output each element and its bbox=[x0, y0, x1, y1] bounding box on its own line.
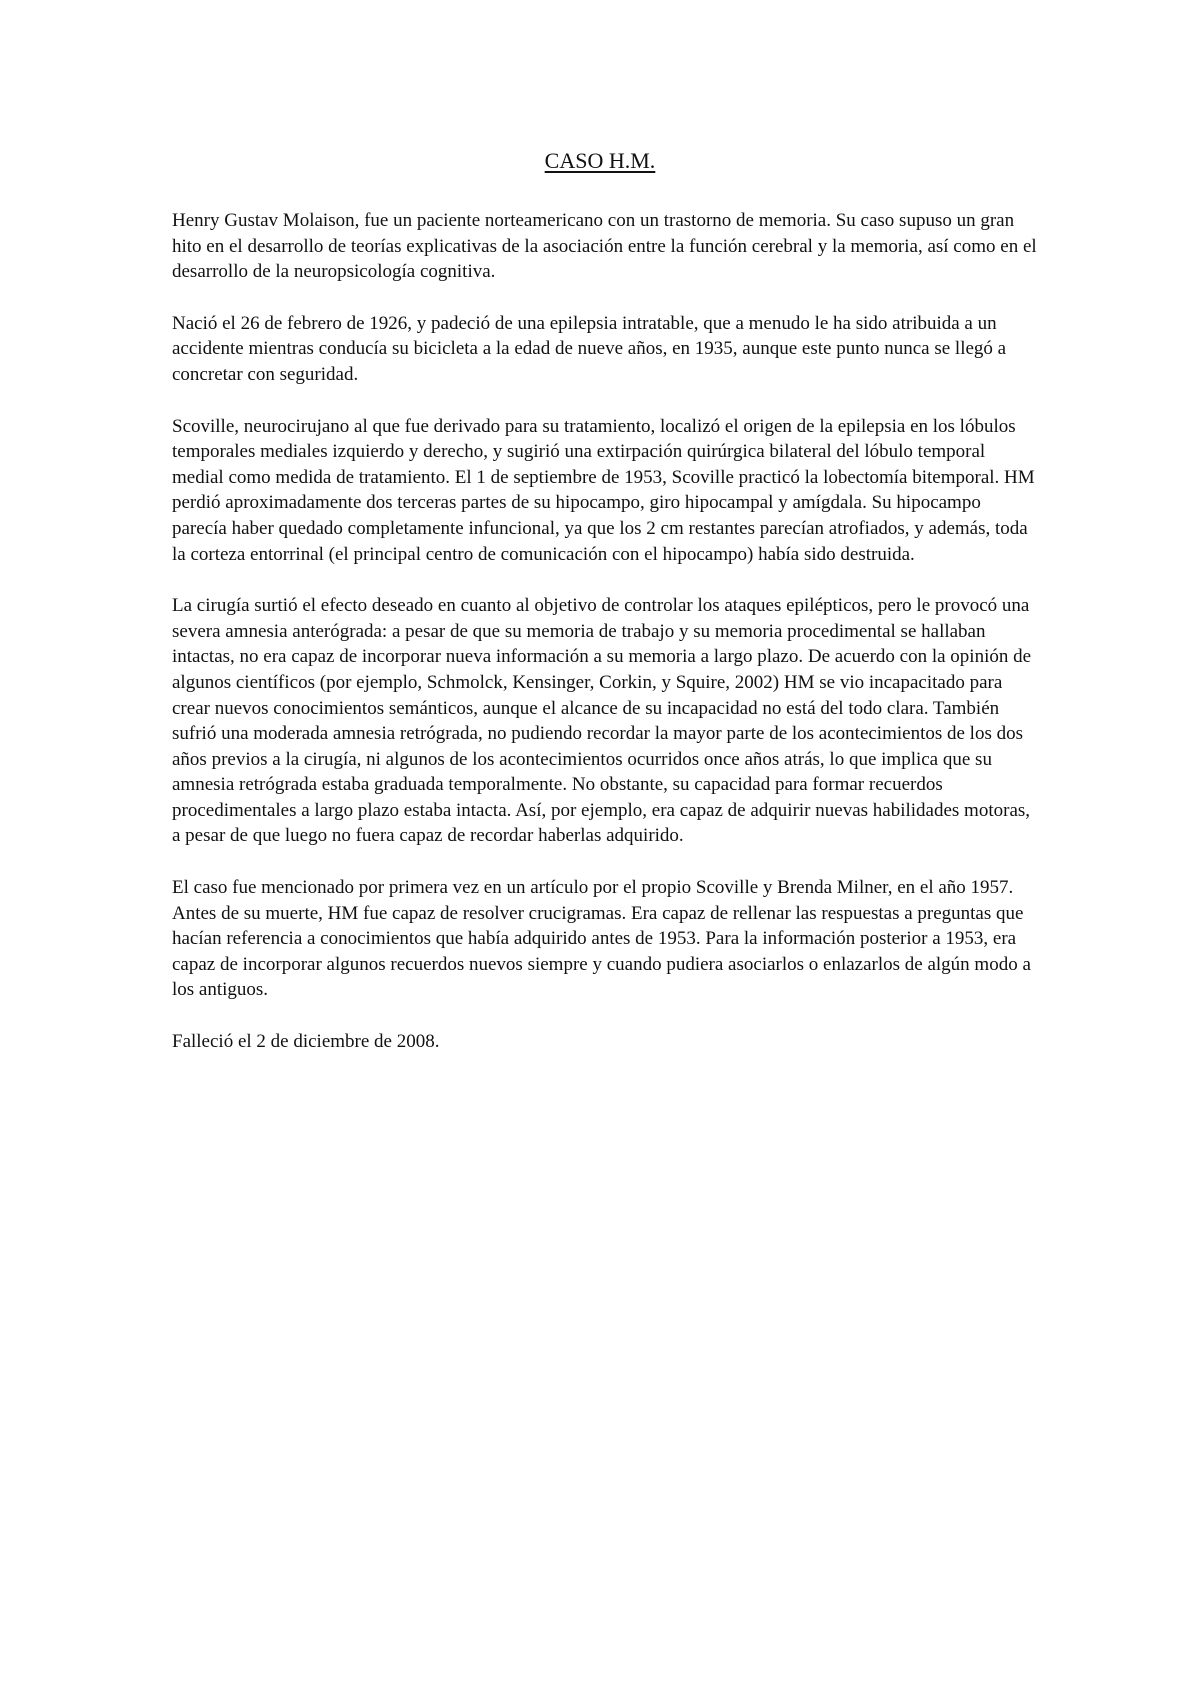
document-title: CASO H.M. bbox=[544, 148, 656, 173]
document-body bbox=[172, 208, 1038, 1081]
paragraph-surgery: Scoville, neurocirujano al que fue derivado para su tratamiento, localizó el origen de la epilepsia en los lóbulos temporales mediales izquierdo y derecho, y sugirió una extirpación quirúrgica bilateral del lóbulo temporal medial como medida de tratamiento. El 1 de septiembre de 1953, Scoville practicó la lobectomía bitemporal. HM perdió aproximadamente dos terceras partes de su hipocampo, giro hipocampal y amígdala. Su hipocampo parecía haber quedado completamente infuncional, ya que los 2 cm restantes parecían atrofiados, y además, toda la corteza entorrinal (el principal centro de comunicación con el hipocampo) había sido destruida. bbox=[172, 415, 1035, 565]
paragraph-amnesia: La cirugía surtió el efecto deseado en cuanto al objetivo de controlar los ataques epilépticos, pero le provocó una severa amnesia anterógrada: a pesar de que su memoria de trabajo y su memoria procedimental se hallaban intactas, no era capaz de incorporar nueva información a su memoria a largo plazo. De acuerdo con la opinión de algunos científicos (por ejemplo, Schmolck, Kensinger, Corkin, y Squire, 2002) HM se vio incapacitado para crear nuevos conocimientos semánticos, aunque el alcance de su incapacidad no está del todo clara. También sufrió una moderada amnesia retrógrada, no pudiendo recordar la mayor parte de los acontecimientos de los dos años previos a la cirugía, ni algunos de los acontecimientos ocurridos once años atrás, lo que implica que su amnesia retrógrada estaba graduada temporalmente. No obstante, su capacidad para formar recuerdos procedimentales a largo plazo estaba intacta. Así, por ejemplo, era capaz de adquirir nuevas habilidades motoras, a pesar de que luego no fuera capaz de recordar haberlas adquirido. bbox=[172, 595, 1032, 847]
paragraph-study: El caso fue mencionado por primera vez en un artículo por el propio Scoville y Brenda Milner, en el año 1957. Antes de su muerte, HM fue capaz de resolver crucigramas. Era capaz de rellenar las respuestas a preguntas que hacían referencia a conocimientos que había adquirido antes de 1953. Para la información posterior a 1953, era capaz de incorporar algunos recuerdos nuevos siempre y cuando pudiera asociarlos o enlazarlos de algún modo a los antiguos. bbox=[172, 877, 1031, 1001]
paragraph-birth: Nació el 26 de febrero de 1926, y padeció de una epilepsia intratable, que a menudo le ha sido atribuida a un accidente mientras conducía su bicicleta a la edad de nueve años, en 1935, aunque este punto nunca se llegó a concretar con seguridad. bbox=[172, 312, 1007, 385]
paragraph-death: Falleció el 2 de diciembre de 2008. bbox=[172, 1031, 440, 1053]
paragraph-intro: Henry Gustav Molaison, fue un paciente norteamericano con un trastorno de memoria. Su caso supuso un gran hito en el desarrollo de teorías explicativas de la asociación entre la función cerebral y la memoria, así como en el desarrollo de la neuropsicología cognitiva. bbox=[172, 210, 1037, 283]
